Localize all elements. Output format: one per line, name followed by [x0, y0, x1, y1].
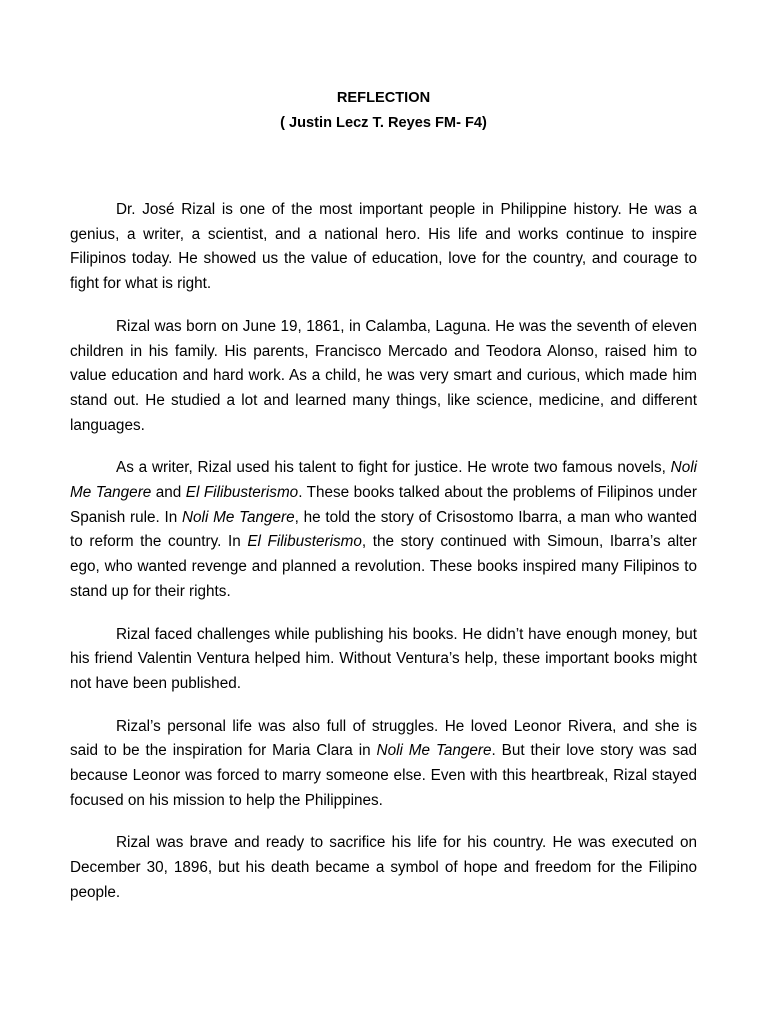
document-subtitle: ( Justin Lecz T. Reyes FM- F4) — [280, 115, 487, 131]
text-run: Dr. José Rizal is one of the most important people in Philippine history. He was a genius, a writer, a scientist, and a national hero. His life and works continue to inspire Filipinos today. He showed us the value of education, love for the country, and courage to fight for what is right. — [70, 201, 697, 293]
text-run: and — [151, 484, 186, 502]
text-run: As a writer, Rizal used his talent to fight for justice. He wrote two famous novels, — [116, 459, 671, 477]
italic-text: El Filibusterismo — [185, 484, 299, 502]
italic-text: Noli Me Tangere — [376, 742, 492, 760]
paragraph-2 — [70, 315, 697, 439]
document-body — [70, 198, 697, 906]
paragraph-4 — [70, 623, 697, 697]
italic-text: Noli Me Tangere — [182, 508, 295, 526]
text-run: , he told the story of Crisostomo Ibarra, a man who wanted to reform the country. In — [70, 508, 698, 551]
paragraph-1 — [70, 198, 697, 297]
text-run: Rizal was born on June 19, 1861, in Calamba, Laguna. He was the seventh of eleven children in his family. His parents, Francisco Mercado and Teodora Alonso, raised him to value education and hard work. As a child, he was very smart and curious, which made him stand out. He studied a lot and learned many things, like science, medicine, and different languages. — [70, 317, 697, 434]
text-run: . These books talked about the problems of Filipinos under Spanish rule. In — [70, 484, 698, 526]
text-run: Rizal’s personal life was also full of struggles. He loved Leonor Rivera, and she is said to be the inspiration for Maria Clara in — [70, 717, 697, 760]
text-run: Rizal faced challenges while publishing his books. He didn’t have enough money, but his friend Valentin Ventura helped him. Without Ventura’s help, these important books might not have been published. — [70, 625, 697, 692]
paragraph-5 — [70, 715, 697, 814]
paragraph-6 — [70, 831, 697, 905]
italic-text: Noli Me Tangere — [70, 459, 697, 502]
text-run: , the story continued with Simoun, Ibarra’s alter ego, who wanted revenge and planned a revolution. These books inspired many Filipinos to stand up for their rights. — [70, 533, 698, 600]
paragraph-3 — [70, 456, 697, 604]
text-run: Rizal was brave and ready to sacrifice his life for his country. He was executed on December 30, 1896, but his death became a symbol of hope and freedom for the Filipino people. — [70, 834, 697, 901]
italic-text: El Filibusterismo — [247, 533, 362, 551]
document-title: REFLECTION — [336, 90, 431, 106]
text-run: . But their love story was sad because Leonor was forced to marry someone else. Even with this heartbreak, Rizal stayed focused on his mission to help the Philippines. — [70, 742, 698, 809]
